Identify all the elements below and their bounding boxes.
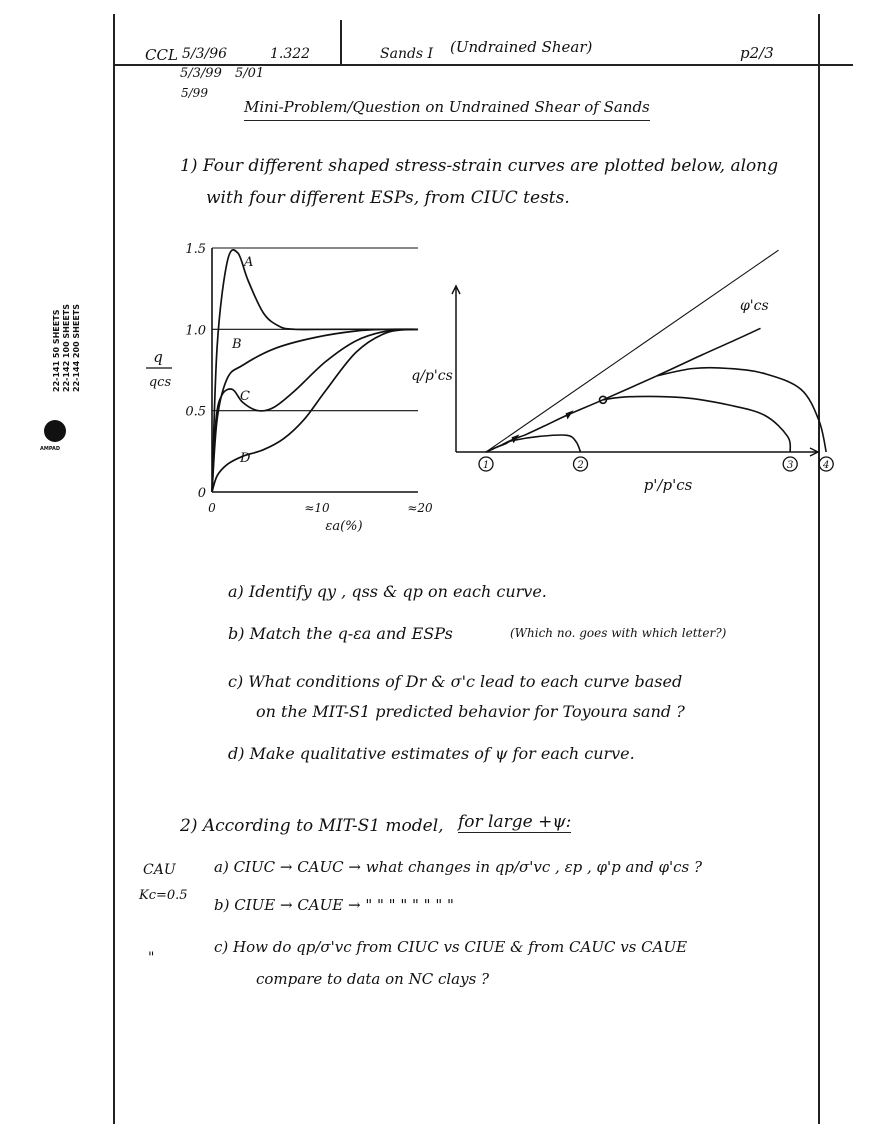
left-chart-y-tick-label: 1.5 xyxy=(185,242,206,257)
page-title: Mini-Problem/Question on Undrained Shear of Sands xyxy=(244,98,650,121)
stress-strain-chart xyxy=(146,242,433,534)
question-2-heading-underlined: for large +ψ: xyxy=(458,812,572,832)
right-chart-point-label-2: 2 xyxy=(577,460,584,471)
question-2-b: b) CIUE → CAUE → " " " " " " " " xyxy=(214,896,454,914)
left-chart-y-tick-label: 0.5 xyxy=(185,404,206,420)
right-chart-failure-line-label: φ'cs xyxy=(740,298,769,314)
right-chart-esp-1 xyxy=(486,328,761,452)
header-initials: CCL xyxy=(145,46,178,64)
pad-brand-text: AMPAD xyxy=(40,446,61,452)
left-chart-y-tick-label: 1.0 xyxy=(185,323,206,339)
question-2-a: a) CIUC → CAUC → what changes in qp/σ'vc , εp , φ'p and φ'cs ? xyxy=(214,858,703,876)
left-chart-curve-label-a: A xyxy=(244,255,254,270)
header-date-1: 5/3/96 xyxy=(182,46,228,62)
side-label-cau: CAU xyxy=(143,862,176,878)
left-chart-x-tick-label: ≈20 xyxy=(407,501,433,515)
left-chart-y-axis-label-num: q xyxy=(153,348,163,366)
esp-chart xyxy=(411,250,833,494)
header-date-2: 5/3/99 xyxy=(180,66,222,81)
left-chart-curve-label-b: B xyxy=(232,337,242,352)
charts-area xyxy=(0,0,880,560)
right-chart-point-label-4: 4 xyxy=(823,460,830,471)
question-2-c-line-1: c) How do qp/σ'vc from CIUC vs CIUE & from CAUC vs CAUE xyxy=(214,938,688,956)
header-date-4: 5/99 xyxy=(181,86,208,100)
part-d: d) Make qualitative estimates of ψ for each curve. xyxy=(228,744,635,763)
header-course: 1.322 xyxy=(270,46,311,62)
question-2-c-line-2: compare to data on NC clays ? xyxy=(256,970,490,988)
header-subtopic: (Undrained Shear) xyxy=(450,38,593,56)
header-date-3: 5/01 xyxy=(235,66,265,81)
right-chart-esp-4 xyxy=(657,368,826,452)
right-chart-esp-2 xyxy=(486,435,581,452)
question-2-heading: 2) According to MIT-S1 model, xyxy=(180,816,444,836)
side-label-kc: Kc=0.5 xyxy=(139,888,188,903)
header-topic: Sands I xyxy=(380,46,434,62)
question-1-line-1: 1) Four different shaped stress-strain curves are plotted below, along xyxy=(180,156,779,176)
left-chart-x-tick-label: 0 xyxy=(208,501,216,515)
pad-label-row-3: 22-144 200 SHEETS xyxy=(72,303,81,392)
left-chart-x-tick-label: ≈10 xyxy=(304,501,330,515)
right-chart-direction-arrow-icon xyxy=(566,410,574,419)
side-ditto: " xyxy=(148,950,155,966)
right-chart-failure-line xyxy=(486,250,779,452)
left-chart-y-tick-label: 0 xyxy=(197,486,206,501)
right-chart-point-label-1: 1 xyxy=(482,460,490,471)
pad-label-row-2: 22-142 100 SHEETS xyxy=(62,303,71,392)
part-c-line-1: c) What conditions of Dr & σ'c lead to each curve based xyxy=(228,672,683,691)
part-c-line-2: on the MIT-S1 predicted behavior for Toyoura sand ? xyxy=(256,702,685,721)
left-chart-x-axis-label: εa(%) xyxy=(325,519,363,534)
left-chart-curve-label-c: C xyxy=(240,389,250,404)
part-b: b) Match the q-εa and ESPs xyxy=(228,624,453,643)
part-a: a) Identify qy , qss & qp on each curve. xyxy=(228,582,547,601)
question-1-line-2: with four different ESPs, from CIUC tests. xyxy=(206,188,570,208)
part-b-note: (Which no. goes with which letter?) xyxy=(510,626,727,640)
right-chart-point-label-3: 3 xyxy=(787,460,794,471)
right-chart-x-axis-label: p'/p'cs xyxy=(643,476,693,494)
right-chart-y-axis-label: q/p'cs xyxy=(411,368,453,384)
right-chart-esp-3 xyxy=(603,396,790,452)
left-chart-curve-label-d: D xyxy=(240,451,251,466)
header-page-number: p2/3 xyxy=(740,44,774,62)
pad-label-row-1: 22-141 50 SHEETS xyxy=(52,309,61,392)
left-chart-y-axis-label-den: qcs xyxy=(148,375,172,390)
